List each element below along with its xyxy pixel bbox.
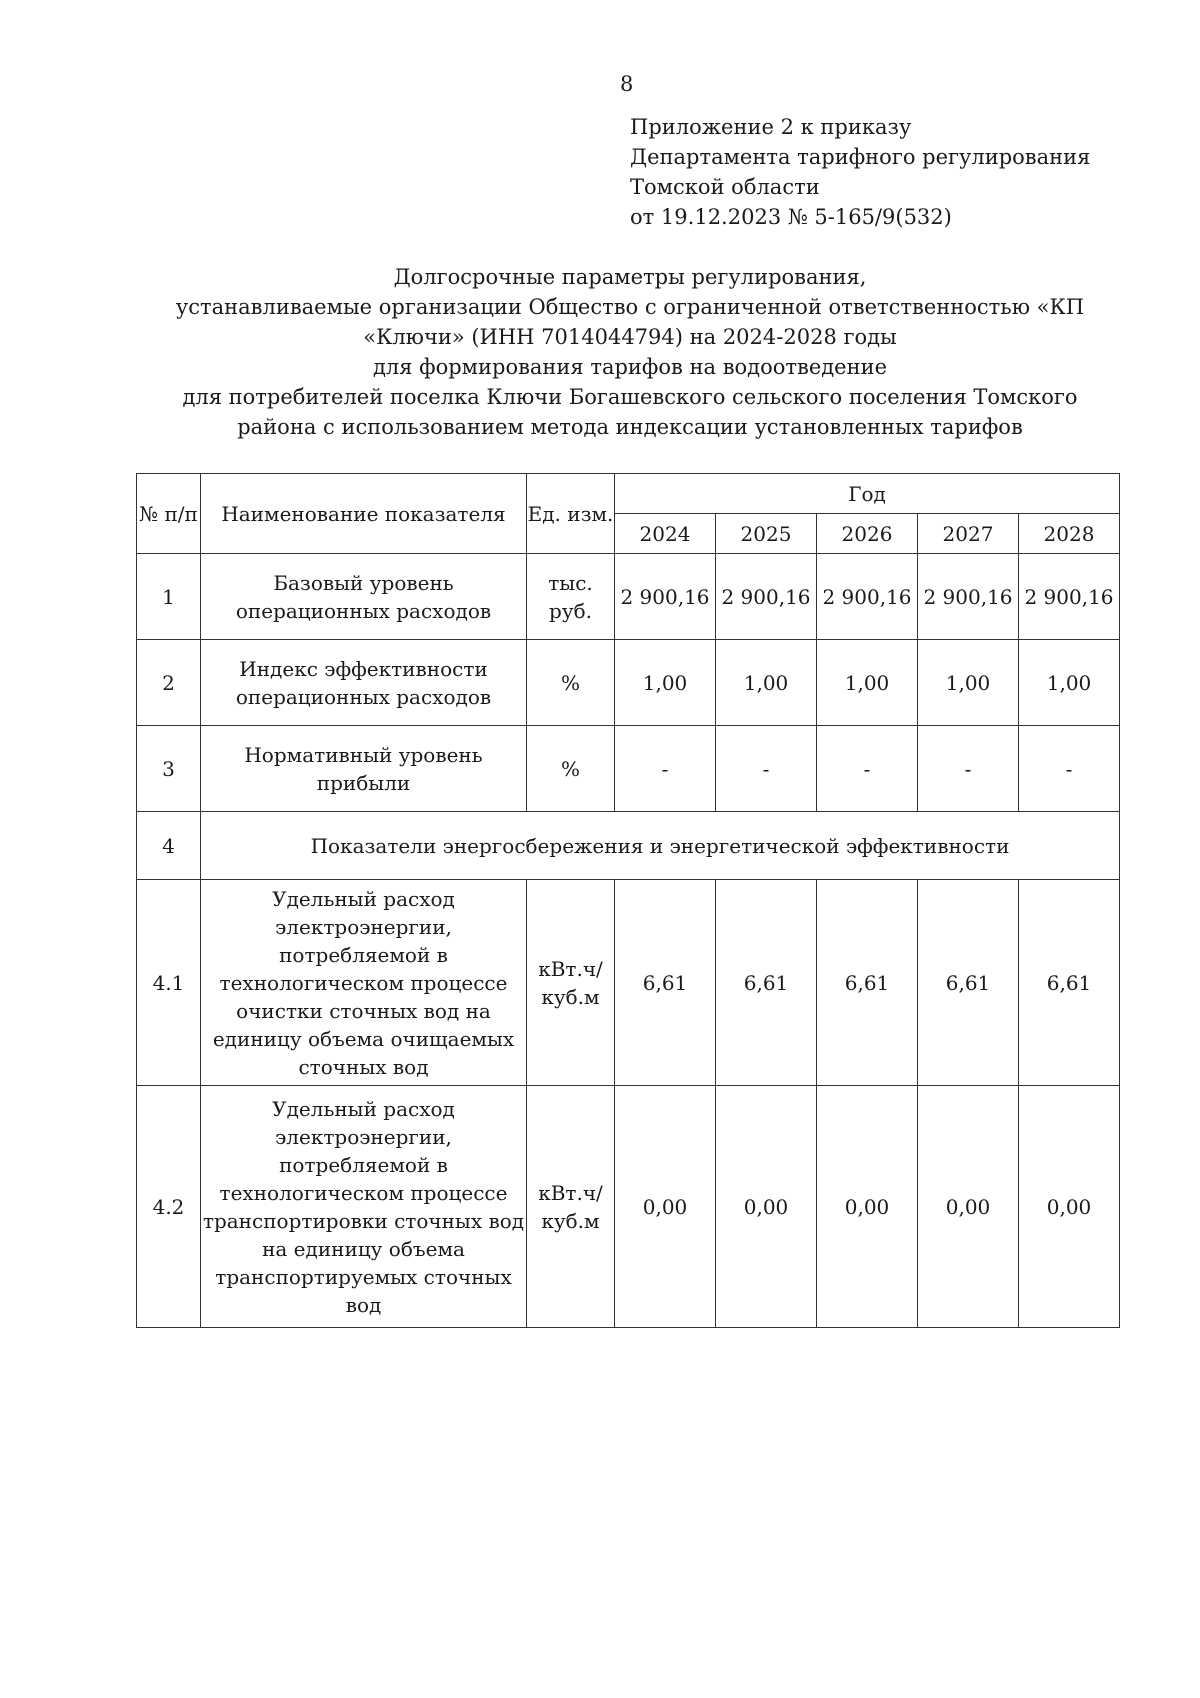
header-year: 2027	[918, 514, 1019, 554]
row-name: Базовый уровень операционных расходов	[201, 554, 527, 640]
row-num: 1	[137, 554, 201, 640]
row-num: 3	[137, 726, 201, 812]
row-name: Нормативный уровень прибыли	[201, 726, 527, 812]
row-unit: %	[527, 726, 615, 812]
row-value: 0,00	[918, 1086, 1019, 1328]
row-unit: кВт.ч/ куб.м	[527, 880, 615, 1086]
table-row	[137, 640, 1120, 726]
row-value: 1,00	[817, 640, 918, 726]
header-unit: Ед. изм.	[527, 474, 615, 554]
document-title	[130, 262, 1130, 442]
row-unit: %	[527, 640, 615, 726]
row-value: 2 900,16	[716, 554, 817, 640]
row-unit: кВт.ч/ куб.м	[527, 1086, 615, 1328]
row-value: 6,61	[918, 880, 1019, 1086]
row-value: 0,00	[1019, 1086, 1120, 1328]
row-value: 0,00	[817, 1086, 918, 1328]
section-name: Показатели энергосбережения и энергетической эффективности	[201, 812, 1120, 880]
row-value: 1,00	[1019, 640, 1120, 726]
title-line: Долгосрочные параметры регулирования,	[393, 265, 867, 289]
row-value: -	[716, 726, 817, 812]
row-num: 4.2	[137, 1086, 201, 1328]
header-name: Наименование показателя	[201, 474, 527, 554]
row-name: Индекс эффективности операционных расходов	[201, 640, 527, 726]
row-num: 4	[137, 812, 201, 880]
header-year: 2028	[1019, 514, 1120, 554]
title-line: «Ключи» (ИНН 7014044794) на 2024-2028 годы	[363, 325, 897, 349]
row-value: -	[1019, 726, 1120, 812]
row-value: 2 900,16	[1019, 554, 1120, 640]
row-value: -	[817, 726, 918, 812]
row-value: -	[918, 726, 1019, 812]
row-value: 1,00	[615, 640, 716, 726]
row-value: 6,61	[716, 880, 817, 1086]
appendix-line: Приложение 2 к приказу	[630, 115, 912, 139]
appendix-line: от 19.12.2023 № 5-165/9(532)	[630, 205, 952, 229]
table-section-row	[137, 812, 1120, 880]
row-value: 6,61	[615, 880, 716, 1086]
header-year: 2025	[716, 514, 817, 554]
parameters-table	[136, 473, 1120, 1328]
table-row	[137, 880, 1120, 1086]
row-num: 4.1	[137, 880, 201, 1086]
row-value: 2 900,16	[817, 554, 918, 640]
title-line: для потребителей поселка Ключи Богашевского сельского поселения Томского	[182, 385, 1078, 409]
row-value: 6,61	[817, 880, 918, 1086]
row-value: -	[615, 726, 716, 812]
appendix-line: Департамента тарифного регулирования	[630, 145, 1091, 169]
table-row	[137, 1086, 1120, 1328]
row-name: Удельный расход электроэнергии, потребляемой в технологическом процессе транспортировки сточных вод на единицу объема транспортируемых сточных вод	[201, 1086, 527, 1328]
row-num: 2	[137, 640, 201, 726]
header-year: 2024	[615, 514, 716, 554]
table-row	[137, 554, 1120, 640]
page-number: 8	[620, 72, 634, 96]
row-value: 1,00	[716, 640, 817, 726]
header-num: № п/п	[137, 474, 201, 554]
header-year-group: Год	[615, 474, 1120, 514]
row-value: 1,00	[918, 640, 1019, 726]
row-value: 2 900,16	[918, 554, 1019, 640]
title-line: района с использованием метода индексации установленных тарифов	[237, 415, 1023, 439]
table-row	[137, 726, 1120, 812]
header-year: 2026	[817, 514, 918, 554]
row-value: 0,00	[716, 1086, 817, 1328]
title-line: для формирования тарифов на водоотведение	[372, 355, 888, 379]
title-line: устанавливаемые организации Общество с ограниченной ответственностью «КП	[175, 295, 1085, 319]
appendix-line: Томской области	[630, 175, 820, 199]
row-value: 0,00	[615, 1086, 716, 1328]
row-unit: тыс. руб.	[527, 554, 615, 640]
row-value: 6,61	[1019, 880, 1120, 1086]
row-name: Удельный расход электроэнергии, потребляемой в технологическом процессе очистки сточных вод на единицу объема очищаемых сточных вод	[201, 880, 527, 1086]
row-value: 2 900,16	[615, 554, 716, 640]
appendix-block	[630, 112, 1090, 232]
